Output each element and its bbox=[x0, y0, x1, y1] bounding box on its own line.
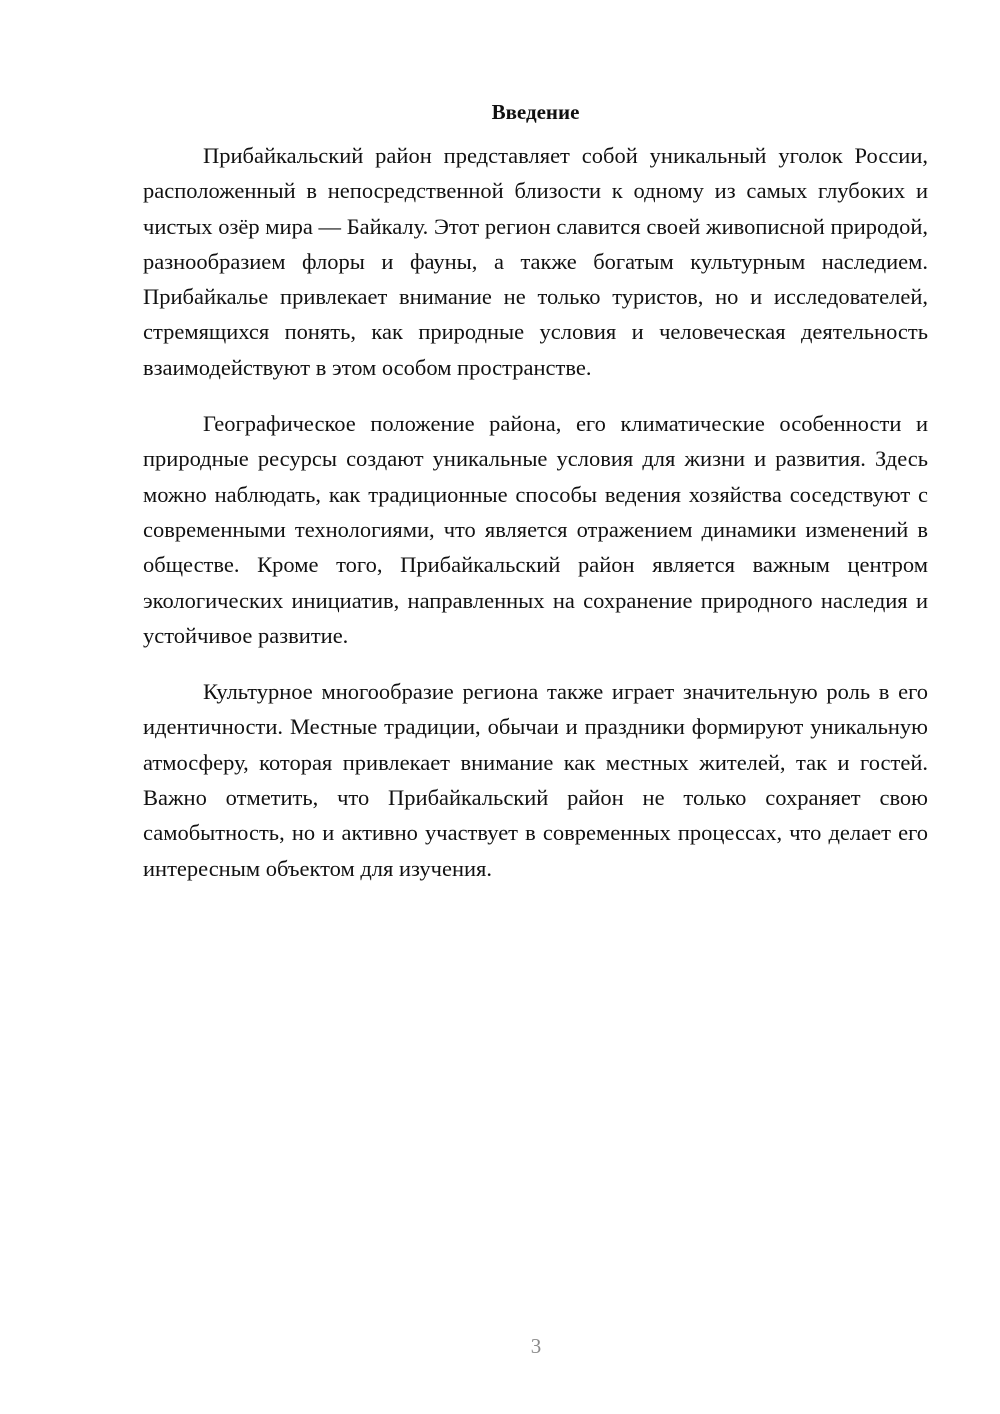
paragraph-3: Культурное многообразие региона также играет значительную роль в его идентичности. Местные традиции, обычаи и праздники формируют уникальную атмосферу, которая привлекает внимание как местных жителей, так и гостей. Важно отметить, что Прибайкальский район не только сохраняет свою самобытность, но и активно участвует в современных процессах, что делает его интересным объектом для изучения. bbox=[143, 679, 928, 881]
paragraph-2: Географическое положение района, его климатические особенности и природные ресурсы создают уникальные условия для жизни и развития. Здесь можно наблюдать, как традиционные способы ведения хозяйства соседствуют с современными технологиями, что является отражением динамики изменений в обществе. Кроме того, Прибайкальский район является важным центром экологических инициатив, направленных на сохранение природного наследия и устойчивое развитие. bbox=[143, 411, 928, 648]
page-content bbox=[143, 96, 928, 886]
page-number: 3 bbox=[530, 1334, 542, 1358]
section-title: Введение bbox=[491, 100, 580, 124]
paragraph-1: Прибайкальский район представляет собой уникальный уголок России, расположенный в непосредственной близости к одному из самых глубоких и чистых озёр мира — Байкалу. Этот регион славится своей живописной природой, разнообразием флоры и фауны, а также богатым культурным наследием. Прибайкалье привлекает внимание не только туристов, но и исследователей, стремящихся понять, как природные условия и человеческая деятельность взаимодействуют в этом особом пространстве. bbox=[143, 143, 928, 380]
